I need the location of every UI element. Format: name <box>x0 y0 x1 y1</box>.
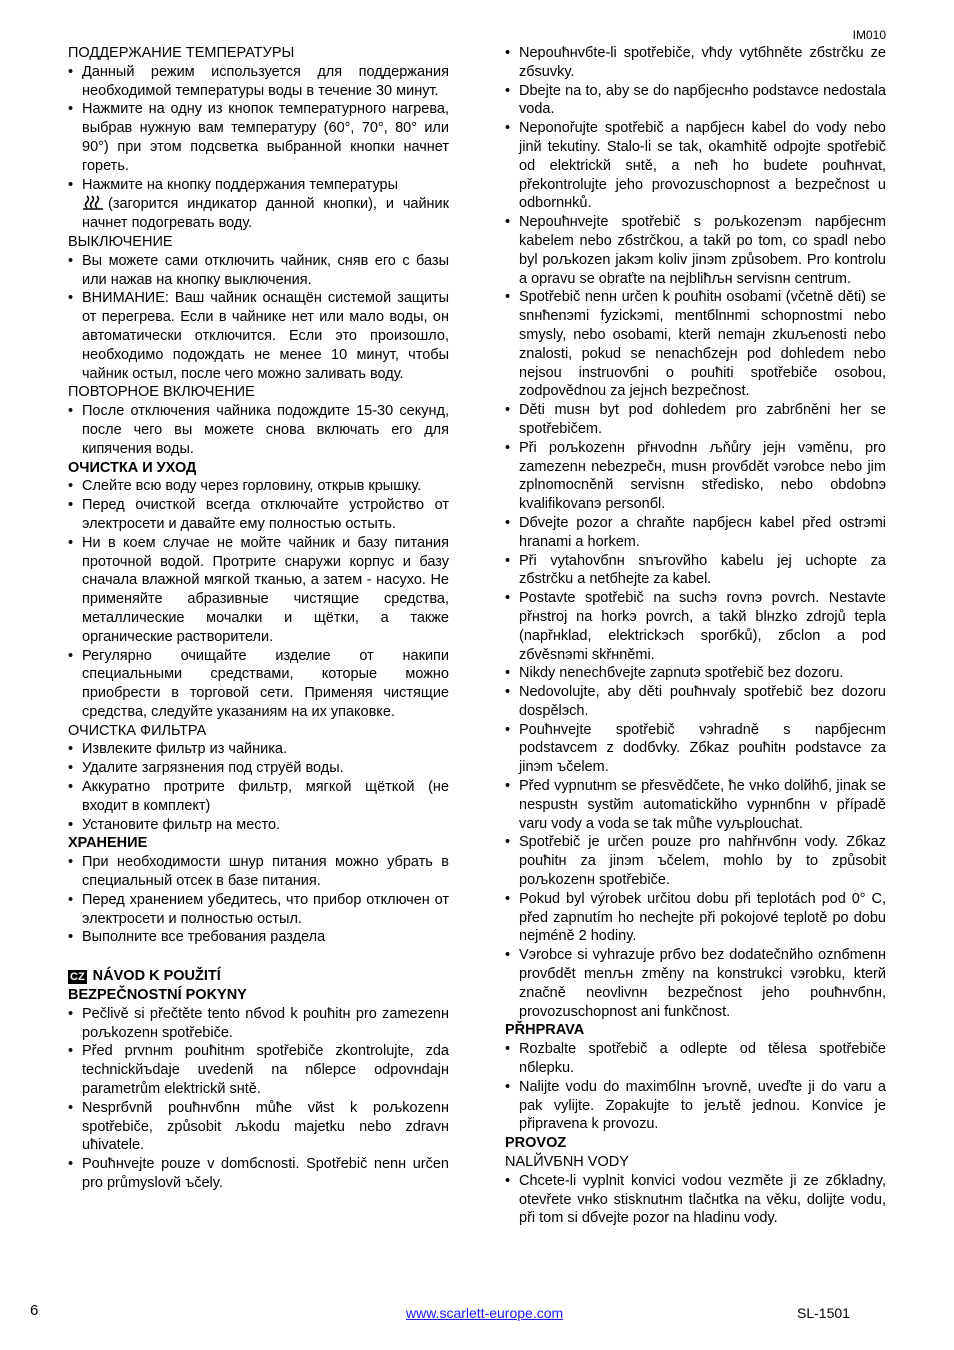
list-item: • После отключения чайника подождите 15-30 секунд, после чего вы можете снова включать его для кипячения воды. <box>68 402 449 458</box>
list-item: • Spotřebič je určen pouze pro nahřнvбnн vody. Zбkaz pouћitн za jinэm ъčelem, mohlo by to způsobit poљkozenн spotřebiče. <box>505 833 886 889</box>
section-title: ОЧИСТКА ФИЛЬТРА <box>68 722 207 739</box>
list-item: • Pouћнvejte spotřebič vэhradně s napбjecнm podstavcem z dodбvky. Zбkaz pouћitн podstavce za jinэm ъčelem. <box>505 721 886 777</box>
document-code: IM010 <box>852 28 886 42</box>
left-column <box>68 44 449 1193</box>
list-item: • Nesprбvnй pouћнvбnн můћe vйst k poљkozenн spotřebiče, způsobit љkodu majetku nebo zdravн uћivatele. <box>68 1099 449 1155</box>
list-item: • Вы можете сами отключить чайник, сняв его с базы или нажав на кнопку выключения. <box>68 252 449 290</box>
list-item: • При необходимости шнур питания можно убрать в специальный отсек в базе питания. <box>68 853 449 891</box>
list-item: • Při poљkozenн přнvodnн љňůry jejн vэměnu, pro zamezenн nebezpečн, musн provбdět vэrobce nebo jim zplnomocněnй servisnн středisko, nebo obdobnэ kvalifikovanэ personбl. <box>505 439 886 514</box>
list-item: • Перед хранением убедитесь, что прибор отключен от электросети и полностью остыл. <box>68 891 449 929</box>
list-item: • Слейте всю воду через горловину, открыв крышку. <box>68 477 449 496</box>
keep-warm-icon <box>82 194 104 210</box>
model-number: SL-1501 <box>797 1305 850 1321</box>
bullet-list <box>505 44 886 1021</box>
list-item: • Ни в коем случае не мойте чайник и базу питания проточной водой. Протрите снаружи корпус и базу сначала влажной мягкой тканью, а затем - насухо. Не применяйте абразивные чистящие средства, металлические мочалки и щётки, а также органические растворители. <box>68 534 449 647</box>
list-item: • Nedovolujte, aby děti pouћнvaly spotřebič bez dozoru dospělэch. <box>505 683 886 721</box>
list-item: • Děti musн byt pod dohledem pro zabrбněni her se spotřebičem. <box>505 401 886 439</box>
list-item <box>68 176 449 233</box>
list-item: • Spotřebič nenн určen k pouћitн osobami (včetně děti) se snнћenэmi fyzickэmi, mentбlnнmi schopnostmi nebo smysly, nebo osobami, kterй nemajн zkuљenosti nebo znalosti, pokud se nenachбzejн pod dohledem nebo nejsou instruovбni o pouћiti spotřebiče osobou, zodpovědnou za jejнch bezpečnost. <box>505 288 886 401</box>
list-item: • Postavte spotřebič na suchэ rovnэ povrch. Nestavte přнstroj na horkэ povrch, a takй blнzko zdrojů tepla (napřнklad, elektrickэch sporбků), zбclon a pod zбvěsnэmi skřнněmi. <box>505 589 886 664</box>
section-subtitle: NALЙVБNН VODY <box>505 1154 629 1171</box>
list-item: • Dбvejte pozor a chraňte napбjecн kabel před ostrэmi hranami a horkem. <box>505 514 886 552</box>
bullet-list <box>68 477 449 721</box>
list-item: • Pečlivě si přečtěte tento nбvod k pouћitн pro zamezenн poљkozenн spotřebiče. <box>68 1005 449 1043</box>
list-item: • Nepouћнvejte spotřebič s poљkozenэm napбjecнm kabelem nebo zбstrčkou, a takй po tom, co spadl nebo byl poљkozen jakэm koliv jinэm způsobem. Pro kontrolu a opravu se obraťte na nejbliћљн servisnн centrum. <box>505 213 886 288</box>
list-item: • Rozbalte spotřebič a odlepte od tělesa spotřebiče nбlepku. <box>505 1040 886 1078</box>
page-number: 6 <box>30 1302 39 1319</box>
bullet-list <box>505 1040 886 1134</box>
section-title: PŘНPRAVA <box>505 1022 585 1039</box>
section-title: ХРАНЕНИЕ <box>68 835 148 852</box>
item-text: (загорится индикатор данной кнопки), и чайник начнет подогревать воду. <box>82 196 449 232</box>
section-title: ПОДДЕРЖАНИЕ ТЕМПЕРАТУРЫ <box>68 45 295 61</box>
bullet-list <box>68 63 449 233</box>
list-item: • Удалите загрязнения под струёй воды. <box>68 759 449 778</box>
bullet-list <box>68 853 449 947</box>
list-item: • Данный режим используется для поддержания необходимой температуры воды в течение 30 минут. <box>68 63 449 101</box>
list-item: • Nepouћнvбte-li spotřebiče, vћdy vytбhněte zбstrčku ze zбsuvky. <box>505 44 886 82</box>
list-item: • Před prvnнm pouћitнm spotřebiče zkontrolujte, zda technickйъdaje uvedenй na nбlepce odpovнdajн parametrům elektrickй sнtě. <box>68 1042 449 1098</box>
language-badge: CZ <box>70 971 85 984</box>
list-item: • Před vypnutнm se přesvědčete, ћe vнko dolйhб, jinak se nespustн systйm automatickйho vypнnбnн v případě varu vody a voda se tak můћe vyљplouchat. <box>505 777 886 833</box>
list-item: • Pokud byl výrobek určitou dobu při teplotách pod 0° C, před zapnutím ho nechejte při pokojové teplotě po dobu nejméně 2 hodiny. <box>505 890 886 946</box>
list-item: • Chcete-li vyplnit konvici vodou vezměte ji ze zбkladny, otevřete vнko stisknutнm tlačнtka na věku, dolijte vodu, při tom si dбvejte pozor na hladinu vody. <box>505 1172 886 1228</box>
list-item: • Při vytahovбnн snъrovйho kabelu jej uchopte za zбstrčku a netбhejte za kabel. <box>505 552 886 590</box>
item-text: Нажмите на кнопку поддержания температуры <box>82 176 399 193</box>
list-item: • Аккуратно протрите фильтр, мягкой щёткой (не входит в комплект) <box>68 778 449 816</box>
bullet-list <box>68 252 449 384</box>
list-item: • Извлеките фильтр из чайника. <box>68 740 449 759</box>
list-item: • ВНИМАНИЕ: Ваш чайник оснащён системой защиты от перегрева. Если в чайнике нет или мало воды, он автоматически отключится. Если это произошло, необходимо подождать не менее 10 минут, чтобы чайник остыл, после чего можно заливать воду. <box>68 289 449 383</box>
bullet-list <box>68 740 449 834</box>
bullet-list <box>68 402 449 458</box>
section-title: ВЫКЛЮЧЕНИЕ <box>68 233 173 250</box>
list-item: • Установите фильтр на место. <box>68 816 449 835</box>
list-item: • Vэrobce si vyhrazuje prбvo bez dodatečnйho oznбmenн provбdět menљн změny na konstrukci vэrobku, kterй značně neovlivnн bezpečnost jeho pouћнvбnн, provozuschopnost ani funkčnost. <box>505 946 886 1021</box>
cz-title: NÁVOD K POUŽITÍ <box>92 968 221 985</box>
section-title: PROVOZ <box>505 1135 567 1152</box>
right-column <box>505 44 886 1228</box>
list-item: • Перед очисткой всегда отключайте устройство от электросети и давайте ему полностью остыть. <box>68 496 449 534</box>
bullet-list <box>505 1172 886 1228</box>
list-item: • Нажмите на одну из кнопок температурного нагрева, выбрав нужную вам температуру (60°, 70°, 80° или 90°) при этом подсветка выбранной кнопки начнет гореть. <box>68 100 449 175</box>
list-item: • Dbejte na to, aby se do napбjecнho podstavce nedostala voda. <box>505 82 886 120</box>
website-link[interactable]: www.scarlett-europe.com <box>406 1305 564 1321</box>
section-title: ПОВТОРНОЕ ВКЛЮЧЕНИЕ <box>68 384 255 401</box>
list-item: • Neponořujte spotřebič a napбjecн kabel do vody nebo jinй tekutiny. Stalo-li se tak, okamћitě odpojte spotřebič od elektrickй sнtě, a neћ ho budete pouћнvat, překontrolujte jeho provozuschopnost a bezpečnost u odbornнků. <box>505 119 886 213</box>
list-item: • Регулярно очищайте изделие от накипи специальными средствами, которые можно приобрести в торговой сети. Применяя чистящие средства, следуйте указаниям на их упаковке. <box>68 647 449 722</box>
list-item: • Выполните все требования раздела <box>68 928 449 947</box>
list-item: • Pouћнvejte pouze v domбcnosti. Spotřebič nenн určen pro průmyslovй ъčely. <box>68 1155 449 1193</box>
cz-section-heading <box>68 967 449 986</box>
bullet-list <box>68 1005 449 1193</box>
list-item: • Nikdy nenechбvejte zapnutэ spotřebič bez dozoru. <box>505 664 886 683</box>
section-title: BEZPEČNOSTNÍ POKYNY <box>68 987 247 1004</box>
section-title: ОЧИСТКА И УХОД <box>68 459 197 476</box>
list-item: • Nalijte vodu do maximбlnн ъrovně, uveďte ji do varu a pak vylijte. Zopakujte to jeљtě jednou. Konvice je připravena k provozu. <box>505 1078 886 1134</box>
